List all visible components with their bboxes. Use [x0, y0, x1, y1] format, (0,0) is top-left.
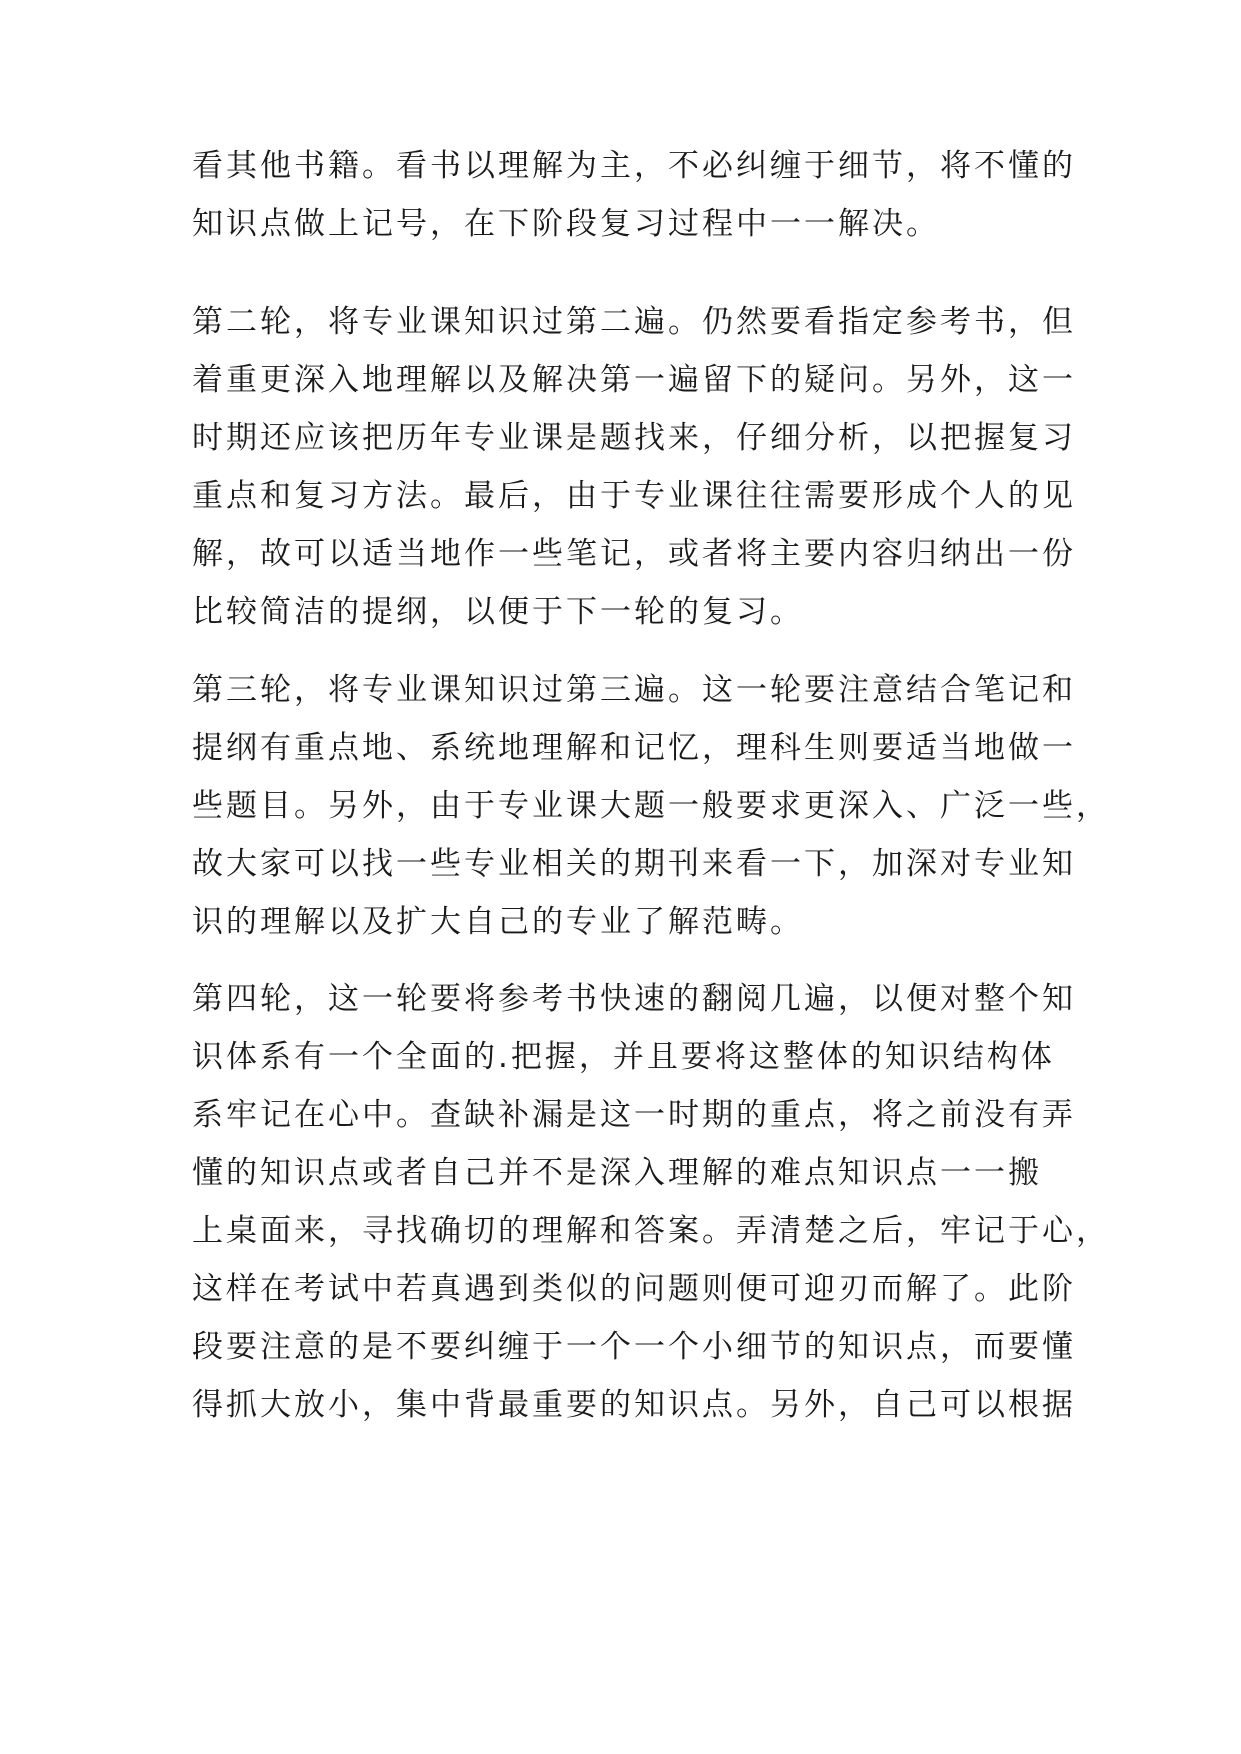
text-line: 懂的知识点或者自己并不是深入理解的难点知识点一一搬 [192, 1155, 1042, 1191]
text-line: 比较简洁的提纲，以便于下一轮的复习。 [192, 594, 804, 630]
paragraph-3 [192, 661, 1110, 951]
text-line: 提纲有重点地、系统地理解和记忆，理科生则要适当地做一 [192, 730, 1076, 766]
text-line: 些题目。另外，由于专业课大题一般要求更深入、广泛一些， [192, 788, 1110, 824]
text-line: 着重更深入地理解以及解决第一遍留下的疑问。另外，这一 [192, 362, 1076, 398]
text-line: 得抓大放小，集中背最重要的知识点。另外，自己可以根据 [192, 1387, 1076, 1423]
text-line: 识的理解以及扩大自己的专业了解范畴。 [192, 904, 804, 940]
text-line: 第三轮，将专业课知识过第三遍。这一轮要注意结合笔记和 [192, 672, 1076, 708]
text-line: 看其他书籍。看书以理解为主，不必纠缠于细节，将不懂的 [192, 148, 1076, 184]
text-line: 识体系有一个全面的.把握，并且要将这整体的知识结构体 [192, 1039, 1055, 1075]
paragraph-1 [192, 137, 1076, 253]
text-line: 时期还应该把历年专业课是题找来，仔细分析，以把握复习 [192, 420, 1076, 456]
text-line: 重点和复习方法。最后，由于专业课往往需要形成个人的见 [192, 478, 1076, 514]
text-line: 知识点做上记号，在下阶段复习过程中一一解决。 [192, 206, 940, 242]
text-line: 解，故可以适当地作一些笔记，或者将主要内容归纳出一份 [192, 536, 1076, 572]
paragraph-4 [192, 970, 1110, 1434]
text-line: 这样在考试中若真遇到类似的问题则便可迎刃而解了。此阶 [192, 1271, 1076, 1307]
text-line: 第二轮，将专业课知识过第二遍。仍然要看指定参考书，但 [192, 304, 1076, 340]
text-line: 故大家可以找一些专业相关的期刊来看一下，加深对专业知 [192, 846, 1076, 882]
paragraph-2 [192, 293, 1076, 641]
text-line: 段要注意的是不要纠缠于一个一个小细节的知识点，而要懂 [192, 1329, 1076, 1365]
text-line: 系牢记在心中。查缺补漏是这一时期的重点，将之前没有弄 [192, 1097, 1076, 1133]
text-line: 上桌面来，寻找确切的理解和答案。弄清楚之后，牢记于心， [192, 1213, 1110, 1249]
text-line: 第四轮，这一轮要将参考书快速的翻阅几遍，以便对整个知 [192, 981, 1076, 1017]
